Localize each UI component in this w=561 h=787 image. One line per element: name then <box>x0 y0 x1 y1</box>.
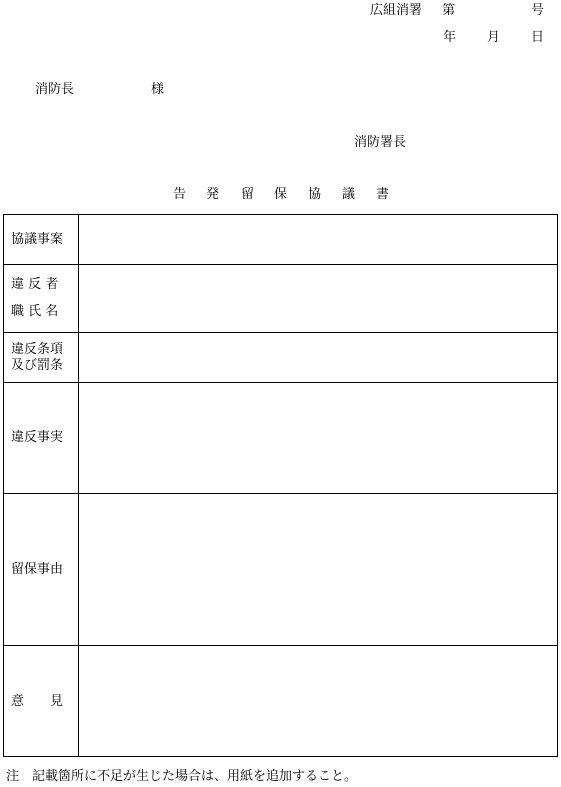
date-day-label: 日 <box>531 30 545 45</box>
row-label-opinion: 意 見 <box>11 694 64 709</box>
row-label-violator: 違 反 者 <box>11 277 59 292</box>
number-label-suffix: 号 <box>531 3 545 18</box>
title-char: 議 <box>342 187 356 202</box>
clause-value-field[interactable] <box>79 333 557 382</box>
title-char: 留 <box>241 187 255 202</box>
row-label-violator-name: 職 氏 名 <box>11 304 59 319</box>
date-year-label: 年 <box>443 30 457 45</box>
footnote: 注 記載箇所に不足が生じた場合は、用紙を追加すること。 <box>6 769 358 784</box>
sender-title: 消防署長 <box>354 135 407 150</box>
row-label-reservation-reason: 留保事由 <box>11 562 64 577</box>
title-char: 保 <box>274 187 288 202</box>
addressee-honorific: 様 <box>151 82 165 97</box>
facts-value-field[interactable] <box>79 383 557 493</box>
reason-value-field[interactable] <box>79 494 557 645</box>
violator-value-field[interactable] <box>79 265 557 332</box>
title-char: 告 <box>173 187 187 202</box>
title-char: 協 <box>308 187 322 202</box>
date-month-label: 月 <box>487 30 501 45</box>
addressee-title: 消防長 <box>35 82 75 97</box>
office-number-prefix: 広組消署 <box>370 3 423 18</box>
title-char: 発 <box>206 187 220 202</box>
row-label-case: 協議事案 <box>11 232 64 247</box>
opinion-value-field[interactable] <box>79 646 557 756</box>
number-label-first: 第 <box>442 3 456 18</box>
row-label-violation-facts: 違反事実 <box>11 430 64 445</box>
case-value-field[interactable] <box>79 215 557 264</box>
title-char: 書 <box>376 187 390 202</box>
row-label-violated-clause: 違反条項 <box>11 342 64 357</box>
row-label-penalty: 及び罰条 <box>11 358 64 373</box>
